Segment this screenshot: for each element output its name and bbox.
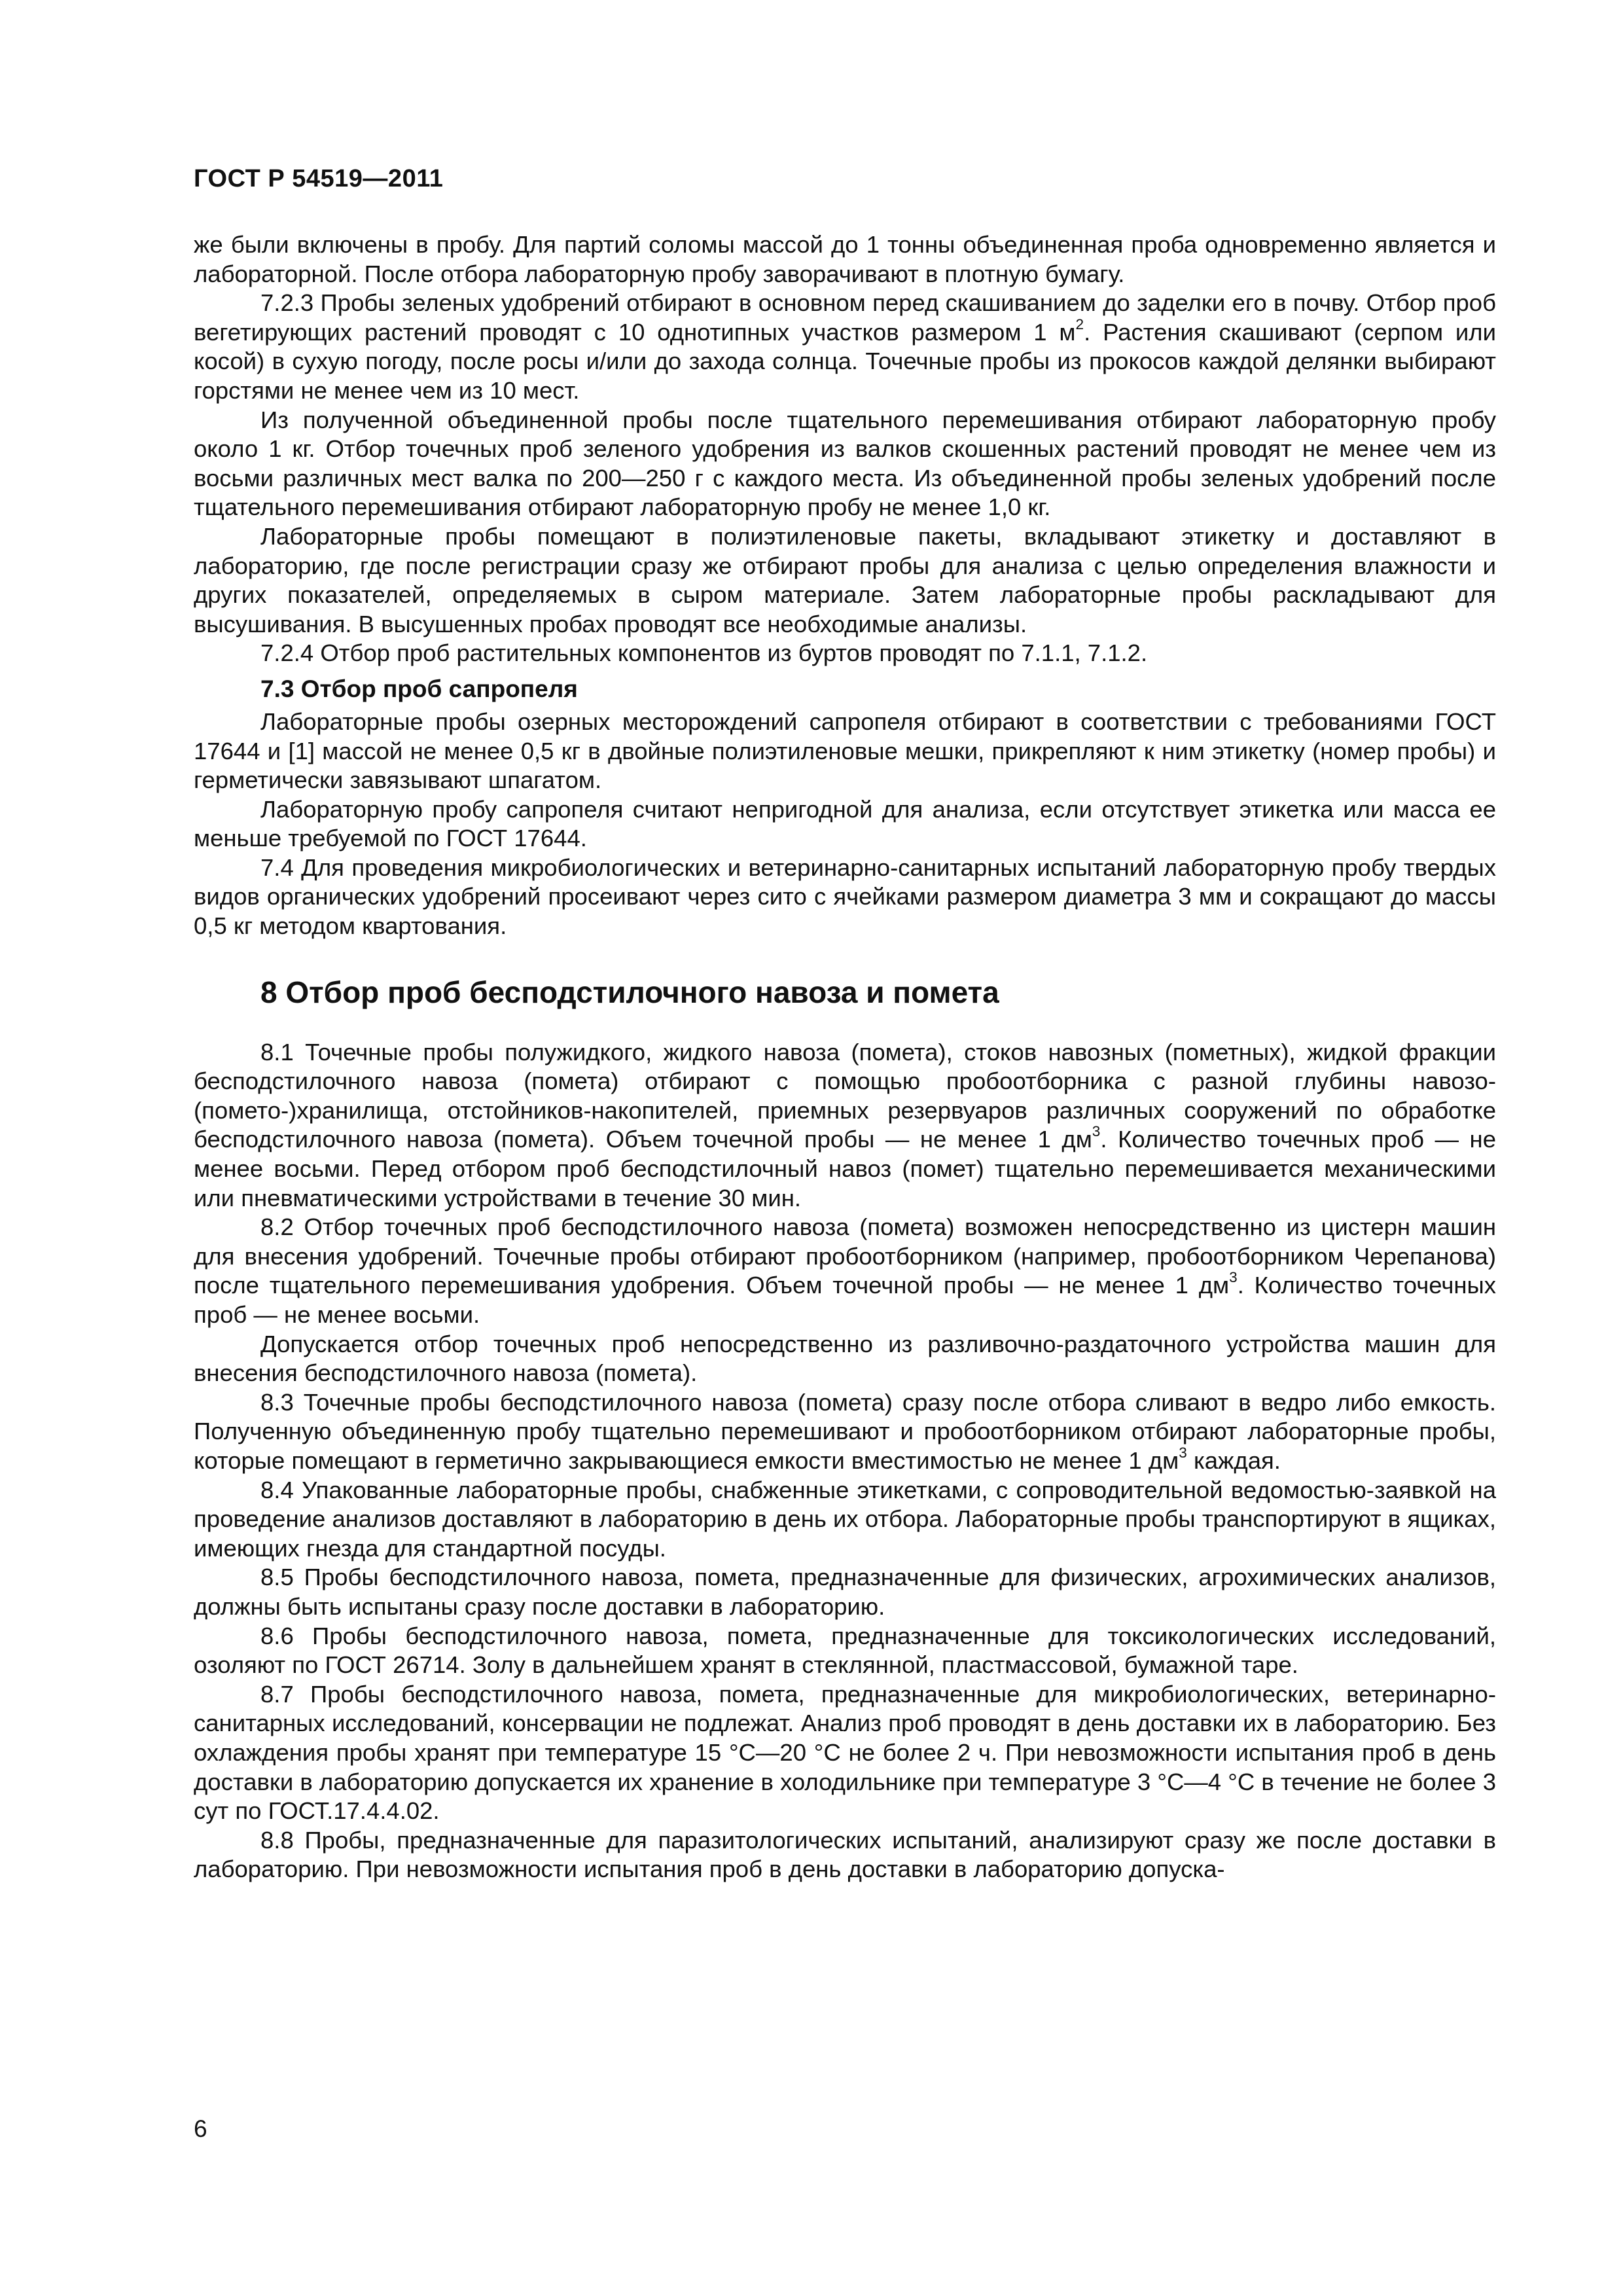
superscript: 3 <box>1229 1269 1238 1286</box>
paragraph-text: 8.3 Точечные пробы бесподстилочного навоза (помета) сразу после отбора сливают в ведро либо емкость. Полученную объединенную пробу тщательно перемешивают и пробоотборником отбирают лабораторные пробы, которые помещают в герметично закрывающиеся емкости вместимостью не менее 1 дм <box>194 1388 1496 1474</box>
paragraph-text: Лабораторные пробы помещают в полиэтиленовые пакеты, вкладывают этикетку и доставляют в лабораторию, где после регистрации сразу же отбирают пробы для анализа с целью определения влажности и других показателей, определяемых в сыром материале. Затем лабораторные пробы раскладывают для высушивания. В высушенных пробах проводят все необходимые анализы. <box>194 522 1496 637</box>
paragraph-text: 7.4 Для проведения микробиологических и ветеринарно-санитарных испытаний лабораторную пробу твердых видов органических удобрений просеивают через сито с ячейками размером диаметра 3 мм и сокращают до массы 0,5 кг методом квартования. <box>194 853 1496 940</box>
paragraph-text: . Растения скашивают (серпом или косой) в сухую погоду, после росы и/или до захода солнца. Точечные пробы из прокосов каждой делянки выбирают горстями не менее чем из 10 мест. <box>194 318 1496 404</box>
paragraph-text: Лабораторные пробы озерных месторождений сапропеля отбирают в соответствии с требованиями ГОСТ 17644 и [1] массой не менее 0,5 кг в двойные полиэтиленовые мешки, прикрепляют к ним этикетку (номер пробы) и герметически завязывают шпагатом. <box>194 708 1496 794</box>
paragraph-8-7 <box>194 1680 1496 1826</box>
paragraph-text: Из полученной объединенной пробы после тщательного перемешивания отбирают лабораторную пробу около 1 кг. Отбор точечных проб зеленого удобрения из валков скошенных растений проводят не менее чем из восьми различных мест валка по 200—250 г с каждого места. Из объединенной пробы зеленых удобрений после тщательного перемешивания отбирают лабораторную пробу не менее 1,0 кг. <box>194 406 1496 521</box>
superscript: 3 <box>1179 1444 1187 1461</box>
paragraph-text: каждая. <box>1186 1446 1281 1474</box>
paragraph-text: 8.8 Пробы, предназначенные для паразитологических испытаний, анализируют сразу же после доставки в лабораторию. При невозможности испытания проб в день доставки в лабораторию допуска- <box>194 1826 1496 1883</box>
paragraph-8-6 <box>194 1622 1496 1680</box>
paragraph-continuation <box>194 230 1496 289</box>
paragraph <box>194 795 1496 853</box>
paragraph-text: 8.5 Пробы бесподстилочного навоза, помета, предназначенные для физических, агрохимических анализов, должны быть испытаны сразу после доставки в лабораторию. <box>194 1564 1496 1620</box>
paragraph-text: . Количество точечных проб — не менее восьми. Перед отбором проб бесподстилочный навоз (помет) тщательно перемешивается механическими или пневматическими устройствами в течение 30 мин. <box>194 1126 1496 1211</box>
section-heading-8: 8 Отбор проб бесподстилочного навоза и помета <box>260 975 999 1009</box>
paragraph-8-3 <box>194 1388 1496 1476</box>
paragraph-7-2-3 <box>194 289 1496 405</box>
paragraph <box>194 522 1496 639</box>
paragraph <box>194 406 1496 522</box>
paragraph-8-1 <box>194 1038 1496 1213</box>
paragraph-text: 8.4 Упакованные лабораторные пробы, снабженные этикетками, с сопроводительной ведомостью-заявкой на проведение анализов доставляют в лабораторию в день их отбора. Лабораторные пробы транспортируют в ящиках, имеющих гнезда для стандартной посуды. <box>194 1476 1496 1562</box>
paragraph-8-2 <box>194 1213 1496 1329</box>
paragraph-7-2-4 <box>194 639 1496 668</box>
paragraph-text: 7.2.4 Отбор проб растительных компонентов из буртов проводят по 7.1.1, 7.1.2. <box>260 639 1148 667</box>
paragraph-8-8 <box>194 1826 1496 1884</box>
paragraph-text: 8.2 Отбор точечных проб бесподстилочного навоза (помета) возможен непосредственно из цистерн машин для внесения удобрений. Точечные пробы отбирают пробоотборником (например, пробоотборником Черепанова) после тщательного перемешивания удобрения. Объем точечной пробы — не менее 1 дм <box>194 1213 1496 1299</box>
paragraph-text: . Количество точечных проб — не менее восьми. <box>194 1272 1496 1328</box>
paragraph-text: 8.6 Пробы бесподстилочного навоза, помета, предназначенные для токсикологических исследований, озоляют по ГОСТ 26714. Золу в дальнейшем хранят в стеклянной, пластмассовой, бумажной таре. <box>194 1622 1496 1679</box>
paragraph <box>194 1330 1496 1388</box>
subsection-heading-7-3: 7.3 Отбор проб сапропеля <box>260 675 578 702</box>
paragraph <box>194 708 1496 795</box>
paragraph-text: 7.2.3 Пробы зеленых удобрений отбирают в основном перед скашиванием до заделки его в почву. Отбор проб вегетирующих растений проводят с 10 однотипных участков размером 1 м <box>194 289 1496 346</box>
paragraph-text: же были включены в пробу. Для партий соломы массой до 1 тонны объединенная проба одновременно является и лабораторной. После отбора лабораторную пробу заворачивают в плотную бумагу. <box>194 231 1496 287</box>
paragraph-text: 8.1 Точечные пробы полужидкого, жидкого навоза (помета), стоков навозных (пометных), жидкой фракции бесподстилочного навоза (помета) отбирают с помощью пробоотборника с разной глубины навозо-(помето-)хранилища, отстойников-накопителей, приемных резервуаров различных сооружений по обработке бесподстилочного навоза (помета). Объем точечной пробы — не менее 1 дм <box>194 1038 1496 1153</box>
superscript: 2 <box>1075 315 1084 332</box>
paragraph-8-4 <box>194 1476 1496 1564</box>
paragraph-text: Допускается отбор точечных проб непосредственно из разливочно-раздаточного устройства машин для внесения бесподстилочного навоза (помета). <box>194 1330 1496 1387</box>
paragraph-text: Лабораторную пробу сапропеля считают непригодной для анализа, если отсутствует этикетка или масса ее меньше требуемой по ГОСТ 17644. <box>194 795 1496 852</box>
paragraph-text: 8.7 Пробы бесподстилочного навоза, помета, предназначенные для микробиологических, ветеринарно-санитарных исследований, консервации не подлежат. Анализ проб проводят в день доставки их в лабораторию. Без охлаждения пробы хранят при температуре 15 °С—20 °С не более 2 ч. При невозможности испытания проб в день доставки в лабораторию допускается их хранение в холодильнике при температуре 3 °С—4 °С в течение не более 3 сут по ГОСТ.17.4.4.02. <box>194 1680 1496 1825</box>
paragraph-8-5 <box>194 1563 1496 1621</box>
superscript: 3 <box>1092 1123 1101 1140</box>
document-code: ГОСТ Р 54519—2011 <box>194 165 444 192</box>
paragraph-7-4 <box>194 853 1496 941</box>
page-number: 6 <box>194 2115 207 2142</box>
document-body <box>194 230 1496 1884</box>
